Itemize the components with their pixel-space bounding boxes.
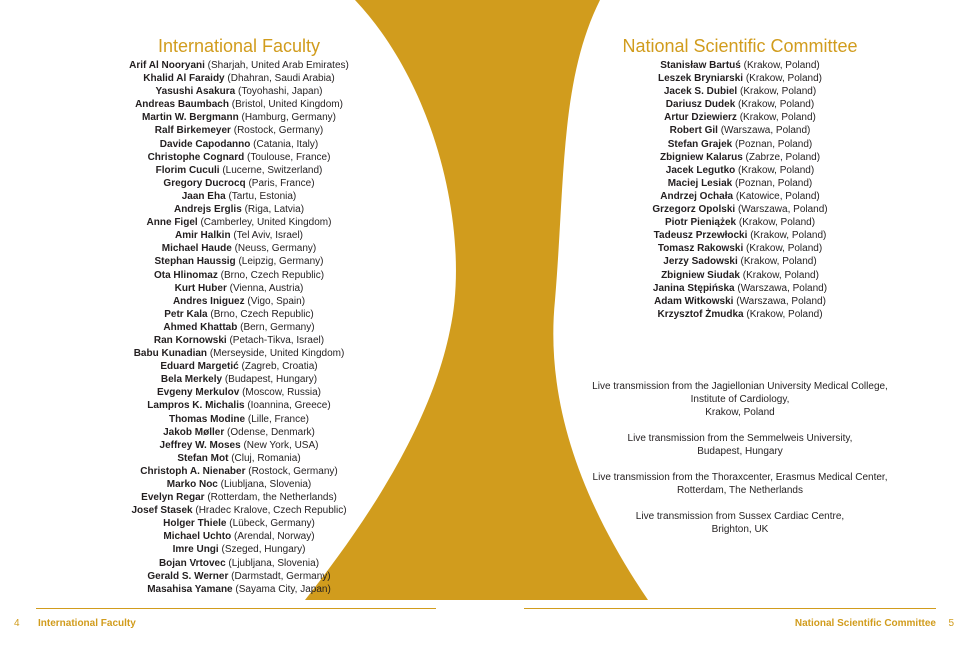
- person-location: (New York, USA): [243, 439, 319, 451]
- person-location: (Ljubljana, Slovenia): [228, 557, 320, 569]
- person-location: (Darmstadt, Germany): [231, 570, 331, 582]
- person-name: Eduard Margetić: [160, 361, 239, 373]
- committee-entry: [560, 98, 920, 111]
- person-name: Lampros K. Michalis: [147, 400, 245, 412]
- committee-entry: [560, 216, 920, 229]
- person-name: Jerzy Sadowski: [663, 256, 738, 268]
- faculty-entry: [48, 124, 430, 137]
- footer-title-left: International Faculty: [38, 618, 136, 629]
- person-name: Zbigniew Kalarus: [659, 151, 743, 163]
- committee-entry: [560, 111, 920, 124]
- person-location: (Krakow, Poland): [738, 164, 815, 176]
- person-name: Michael Haude: [161, 243, 232, 255]
- faculty-entry: [48, 164, 430, 177]
- faculty-entry: [48, 491, 430, 504]
- person-location: (Tel Aviv, Israel): [233, 230, 303, 242]
- person-name: Christophe Cognard: [147, 151, 245, 163]
- faculty-entry: [48, 557, 430, 570]
- person-name: Masahisa Yamane: [147, 583, 233, 595]
- international-faculty-heading: International Faculty: [157, 36, 321, 56]
- committee-entry: [560, 164, 920, 177]
- faculty-entry: [48, 334, 430, 347]
- person-location: (Catania, Italy): [253, 138, 319, 150]
- faculty-entry: [48, 151, 430, 164]
- faculty-entry: [48, 530, 430, 543]
- faculty-entry: [48, 413, 430, 426]
- live-transmissions: [560, 380, 920, 549]
- faculty-entry: [48, 229, 430, 242]
- person-name: Bojan Vrtovec: [158, 557, 226, 569]
- committee-entry: [560, 72, 920, 85]
- faculty-entry: [48, 308, 430, 321]
- committee-entry: [560, 255, 920, 268]
- person-name: Artur Dziewierz: [664, 112, 737, 124]
- person-name: Andres Iniguez: [172, 295, 245, 307]
- faculty-entry: [48, 203, 430, 216]
- faculty-entry: [48, 282, 430, 295]
- person-location: (Zabrze, Poland): [745, 151, 821, 163]
- live-transmission-item: Live transmission from Sussex Cardiac Centre, Brighton, UK: [635, 511, 845, 535]
- person-name: Maciej Lesiak: [667, 177, 733, 189]
- person-name: Stephan Haussig: [154, 256, 236, 268]
- committee-entry: [560, 124, 920, 137]
- person-location: (Rotterdam, the Netherlands): [207, 492, 337, 504]
- person-name: Tadeusz Przewłocki: [653, 230, 748, 242]
- faculty-entry: [48, 399, 430, 412]
- person-name: Dariusz Dudek: [665, 99, 736, 111]
- faculty-entry: [48, 373, 430, 386]
- person-name: Michael Uchto: [163, 531, 232, 543]
- person-name: Robert Gil: [669, 125, 718, 137]
- person-location: (Moscow, Russia): [242, 387, 321, 399]
- person-name: Ran Kornowski: [153, 334, 227, 346]
- person-name: Grzegorz Opolski: [652, 204, 736, 216]
- person-location: (Odense, Denmark): [227, 426, 315, 438]
- person-name: Christoph A. Nienaber: [140, 465, 246, 477]
- person-location: (Bern, Germany): [240, 321, 315, 333]
- faculty-entry: [48, 255, 430, 268]
- person-location: (Krakow, Poland): [742, 269, 819, 281]
- person-location: (Warszawa, Poland): [720, 125, 811, 137]
- person-location: (Szeged, Hungary): [221, 544, 306, 556]
- faculty-entry: [48, 190, 430, 203]
- person-location: (Lille, France): [247, 413, 310, 425]
- committee-entry: [560, 229, 920, 242]
- person-location: (Dhahran, Saudi Arabia): [227, 73, 335, 85]
- person-location: (Warszawa, Poland): [737, 204, 828, 216]
- faculty-entry: [48, 321, 430, 334]
- person-location: (Krakow, Poland): [738, 99, 815, 111]
- national-committee-section: [560, 35, 920, 321]
- person-location: (Hamburg, Germany): [241, 112, 336, 124]
- faculty-entry: [48, 570, 430, 583]
- person-location: (Cluj, Romania): [231, 452, 301, 464]
- faculty-entry: [48, 360, 430, 373]
- person-name: Florim Cuculi: [155, 164, 220, 176]
- faculty-entry: [48, 426, 430, 439]
- person-name: Gregory Ducrocq: [163, 177, 246, 189]
- person-location: (Brno, Czech Republic): [210, 308, 314, 320]
- person-name: Andreas Baumbach: [135, 99, 229, 111]
- person-name: Adam Witkowski: [654, 295, 734, 307]
- person-name: Tomasz Rakowski: [657, 243, 744, 255]
- person-location: (Sayama City, Japan): [235, 583, 331, 595]
- live-transmission-item: Live transmission from the Semmelweis University, Budapest, Hungary: [627, 433, 853, 457]
- faculty-entry: [48, 386, 430, 399]
- person-name: Arif Al Nooryani: [129, 60, 205, 71]
- committee-list: [560, 59, 920, 321]
- person-location: (Toyohashi, Japan): [237, 86, 323, 98]
- committee-entry: [560, 190, 920, 203]
- person-location: (Liubljana, Slovenia): [220, 479, 312, 490]
- person-name: Janina Stępińska: [652, 282, 735, 294]
- faculty-entry: [48, 216, 430, 229]
- committee-entry: [560, 138, 920, 151]
- person-name: Jeffrey W. Moses: [159, 439, 241, 451]
- person-location: (Neuss, Germany): [234, 243, 317, 255]
- person-location: (Ioannina, Greece): [247, 400, 331, 412]
- person-location: (Arendal, Norway): [233, 531, 315, 543]
- committee-entry: [560, 203, 920, 216]
- person-location: (Toulouse, France): [247, 151, 331, 163]
- person-location: (Riga, Latvia): [244, 204, 305, 216]
- faculty-entry: [48, 439, 430, 452]
- person-location: (Krakow, Poland): [750, 230, 827, 242]
- person-location: (Tartu, Estonia): [228, 190, 297, 202]
- person-name: Stanisław Bartuś: [660, 60, 741, 71]
- person-location: (Bristol, United Kingdom): [231, 99, 343, 111]
- person-name: Petr Kala: [164, 308, 208, 320]
- faculty-entry: [48, 269, 430, 282]
- committee-entry: [560, 282, 920, 295]
- person-location: (Krakow, Poland): [740, 256, 817, 268]
- committee-entry: [560, 242, 920, 255]
- person-name: Thomas Modine: [168, 413, 246, 425]
- national-committee-heading: National Scientific Committee: [622, 36, 858, 56]
- person-name: Davide Capodanno: [159, 138, 251, 150]
- footer-divider-right: [524, 608, 936, 609]
- international-faculty-section: [48, 35, 430, 596]
- person-location: (Rostock, Germany): [233, 125, 324, 137]
- person-name: Jacek Legutko: [665, 164, 736, 176]
- person-name: Bela Merkely: [160, 374, 223, 386]
- person-location: (Zagreb, Croatia): [241, 361, 318, 373]
- faculty-entry: [48, 85, 430, 98]
- faculty-entry: [48, 517, 430, 530]
- person-location: (Krakow, Poland): [746, 308, 823, 320]
- person-name: Ralf Birkemeyer: [154, 125, 231, 137]
- person-name: Krzysztof Żmudka: [657, 308, 744, 320]
- person-name: Leszek Bryniarski: [658, 73, 744, 85]
- person-name: Martin W. Bergmann: [142, 112, 239, 124]
- person-name: Stefan Mot: [177, 452, 229, 464]
- person-location: (Sharjah, United Arab Emirates): [207, 60, 349, 71]
- footer-divider-left: [36, 608, 436, 609]
- committee-entry: [560, 151, 920, 164]
- live-transmission-item: Live transmission from the Jagiellonian University Medical College, Institute of Cardiology, Krakow, Poland: [592, 381, 888, 418]
- person-name: Marko Noc: [166, 479, 218, 490]
- person-location: (Lucerne, Switzerland): [222, 164, 323, 176]
- faculty-entry: [48, 242, 430, 255]
- person-location: (Krakow, Poland): [740, 86, 817, 98]
- person-name: Josef Stasek: [131, 505, 193, 517]
- faculty-entry: [48, 177, 430, 190]
- person-name: Ota Hlinomaz: [153, 269, 218, 281]
- faculty-entry: [48, 98, 430, 111]
- faculty-entry: [48, 72, 430, 85]
- faculty-entry: [48, 543, 430, 556]
- page-number-right: 5: [948, 618, 954, 629]
- person-location: (Katowice, Poland): [735, 190, 820, 202]
- person-location: (Merseyside, United Kingdom): [209, 348, 345, 360]
- person-location: (Rostock, Germany): [248, 465, 338, 477]
- person-location: (Krakow, Poland): [738, 217, 816, 229]
- person-location: (Krakow, Poland): [743, 60, 820, 71]
- person-name: Anne Figel: [146, 217, 198, 229]
- person-name: Babu Kunadian: [133, 348, 208, 360]
- committee-entry: [560, 269, 920, 282]
- faculty-entry: [48, 478, 430, 491]
- person-name: Yasushi Asakura: [155, 86, 236, 98]
- person-location: (Warszawa, Poland): [737, 282, 828, 294]
- person-name: Stefan Grajek: [667, 138, 733, 150]
- faculty-entry: [48, 452, 430, 465]
- faculty-entry: [48, 347, 430, 360]
- person-name: Khalid Al Faraidy: [143, 73, 225, 85]
- faculty-entry: [48, 504, 430, 517]
- person-location: (Krakow, Poland): [739, 112, 816, 124]
- person-location: (Petach-Tikva, Israel): [229, 334, 325, 346]
- faculty-entry: [48, 583, 430, 596]
- person-name: Kurt Huber: [174, 282, 227, 294]
- person-name: Evgeny Merkulov: [157, 387, 240, 399]
- person-location: (Poznan, Poland): [734, 138, 813, 150]
- committee-entry: [560, 295, 920, 308]
- faculty-entry: [48, 59, 430, 72]
- person-name: Andrzej Ochała: [660, 190, 734, 202]
- person-location: (Hradec Kralove, Czech Republic): [195, 505, 347, 517]
- footer-title-right: National Scientific Committee: [794, 618, 936, 629]
- person-name: Andrejs Erglis: [173, 204, 242, 216]
- person-name: Piotr Pieniążek: [664, 217, 737, 229]
- page-number-left: 4: [14, 618, 20, 629]
- faculty-entry: [48, 111, 430, 124]
- person-location: (Krakow, Poland): [746, 243, 823, 255]
- person-name: Imre Ungi: [172, 544, 219, 556]
- live-transmission-item: Live transmission from the Thoraxcenter, Erasmus Medical Center, Rotterdam, The Netherlands: [592, 472, 888, 496]
- person-location: (Vienna, Austria): [229, 282, 304, 294]
- person-location: (Lübeck, Germany): [229, 518, 315, 530]
- faculty-list: [48, 59, 430, 596]
- person-name: Jacek S. Dubiel: [663, 86, 738, 98]
- committee-entry: [560, 308, 920, 321]
- person-name: Evelyn Regar: [141, 492, 205, 504]
- person-name: Zbigniew Siudak: [661, 269, 740, 281]
- faculty-entry: [48, 138, 430, 151]
- faculty-entry: [48, 295, 430, 308]
- person-name: Ahmed Khattab: [163, 321, 238, 333]
- person-location: (Camberley, United Kingdom): [200, 217, 332, 229]
- person-location: (Budapest, Hungary): [224, 374, 318, 386]
- person-location: (Warszawa, Poland): [736, 295, 826, 307]
- person-location: (Brno, Czech Republic): [220, 269, 325, 281]
- person-location: (Krakow, Poland): [745, 73, 822, 85]
- person-location: (Leipzig, Germany): [238, 256, 324, 268]
- person-location: (Vigo, Spain): [247, 295, 306, 307]
- person-name: Amir Halkin: [174, 230, 231, 242]
- person-location: (Poznan, Poland): [734, 177, 813, 189]
- person-name: Holger Thiele: [163, 518, 227, 530]
- person-location: (Paris, France): [248, 177, 315, 189]
- committee-entry: [560, 177, 920, 190]
- committee-entry: [560, 59, 920, 72]
- person-name: Jaan Eha: [181, 190, 226, 202]
- person-name: Jakob Møller: [163, 426, 225, 438]
- faculty-entry: [48, 465, 430, 478]
- committee-entry: [560, 85, 920, 98]
- person-name: Gerald S. Werner: [147, 570, 229, 582]
